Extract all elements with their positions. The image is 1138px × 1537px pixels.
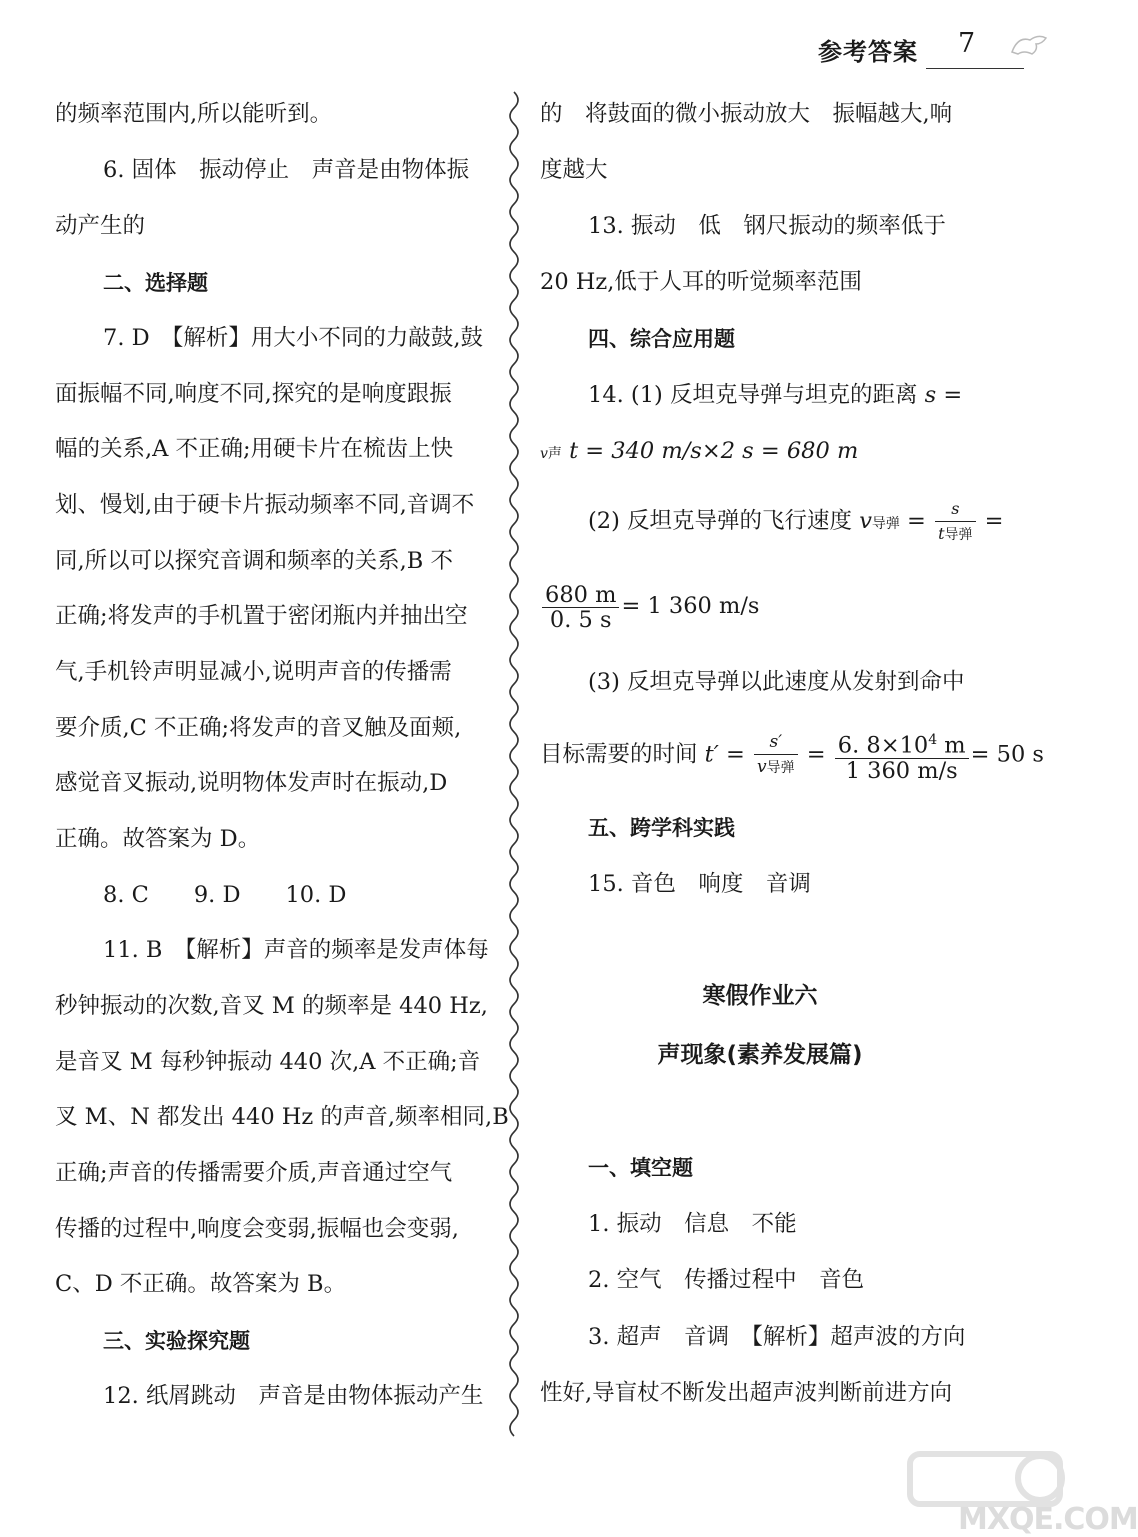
section-heading: 一、填空题 <box>588 1156 693 1180</box>
text-line: 气,手机铃声明显减小,说明声音的传播需 <box>55 659 452 685</box>
math-exponent: 4 <box>928 732 938 748</box>
formula-line <box>540 436 858 469</box>
math-subscript: 声 <box>547 446 562 462</box>
text-line: 度越大 <box>540 157 608 183</box>
header-rule <box>926 68 1024 69</box>
math-subscript: 导弹 <box>766 760 795 777</box>
page-number: 7 <box>958 28 976 59</box>
text-line: 是音叉 M 每秒钟振动 440 次,A 不正确;音 <box>55 1049 481 1075</box>
fraction <box>542 583 619 632</box>
text-line: 同,所以可以探究音调和频率的关系,B 不 <box>55 548 453 574</box>
section-title: 寒假作业六 <box>702 983 818 1009</box>
math-subscript: 导弹 <box>871 516 900 532</box>
text-line: 秒钟振动的次数,音叉 M 的频率是 440 Hz, <box>55 993 488 1019</box>
text-line: 15. 音色 响度 音调 <box>588 871 811 897</box>
math-var: s <box>924 382 937 408</box>
text-line: 的 将鼓面的微小振动放大 振幅越大,响 <box>540 101 953 127</box>
math-subscript: 导弹 <box>944 527 973 543</box>
text-line: 7. D 【解析】用大小不同的力敲鼓,鼓 <box>103 325 484 351</box>
fraction-denominator: 0. 5 s <box>549 606 612 633</box>
fraction <box>754 730 798 780</box>
fraction <box>835 728 969 783</box>
math-var: v <box>757 757 767 778</box>
text-line: 划、慢划,由于硬卡片振动频率不同,音调不 <box>55 492 475 518</box>
text-line: 2. 空气 传播过程中 音色 <box>588 1267 865 1293</box>
math-var: t <box>938 524 945 543</box>
math-var: v <box>859 508 872 534</box>
text-line: 幅的关系,A 不正确;用硬卡片在梳齿上快 <box>55 436 454 462</box>
section-heading: 五、跨学科实践 <box>588 816 735 840</box>
math-expression: t = 340 m/s×2 s = 680 m <box>569 438 859 464</box>
text-line: 正确;声音的传播需要介质,声音通过空气 <box>55 1160 453 1186</box>
text-line: 3. 超声 音调 【解析】超声波的方向 <box>588 1324 966 1350</box>
text-line: 20 Hz,低于人耳的听觉频率范围 <box>540 269 862 295</box>
text-line: 1. 振动 信息 不能 <box>588 1211 797 1237</box>
section-heading: 三、实验探究题 <box>103 1329 250 1353</box>
math-result: = 50 s <box>970 741 1044 768</box>
math-var: t′ <box>704 741 719 768</box>
header-ornament-icon <box>1008 30 1050 60</box>
fraction-denominator <box>935 522 975 547</box>
fraction-denominator: 1 360 m/s <box>845 757 958 784</box>
text-line: 12. 纸屑跳动 声音是由物体振动产生 <box>103 1383 484 1409</box>
math-mantissa: 6. 8×10 <box>837 732 929 759</box>
text-line: 14. (1) 反坦克导弹与坦克的距离 <box>588 382 918 408</box>
section-heading: 四、综合应用题 <box>588 327 735 351</box>
text-line: 动产生的 <box>55 213 146 239</box>
section-subtitle: 声现象(素养发展篇) <box>657 1042 863 1068</box>
header-title: 参考答案 <box>818 38 918 66</box>
math-unit: m <box>937 732 966 759</box>
fraction-denominator <box>754 755 798 780</box>
formula-line: 14. (1) 反坦克导弹与坦克的距离 s = <box>588 382 963 408</box>
text-line: 性好,导盲杖不断发出超声波判断前进方向 <box>540 1380 953 1406</box>
text-line: 的频率范围内,所以能听到。 <box>55 101 333 127</box>
fraction-numerator: s <box>935 497 975 522</box>
text-line: 叉 M、N 都发出 440 Hz 的声音,频率相同,B <box>55 1104 509 1130</box>
watermark-url: MXQE.COM <box>958 1502 1138 1537</box>
fraction-numerator <box>835 728 969 759</box>
text-line: 11. B 【解析】声音的频率是发声体每 <box>103 937 489 963</box>
math-result: = 1 360 m/s <box>621 593 760 619</box>
fraction-numerator: 680 m <box>542 583 619 608</box>
section-heading: 二、选择题 <box>103 271 208 295</box>
math-var: v <box>540 446 548 462</box>
text-line: (2) 反坦克导弹的飞行速度 <box>588 508 853 534</box>
text-line: C、D 不正确。故答案为 B。 <box>55 1271 347 1297</box>
text-line: 目标需要的时间 <box>540 741 698 768</box>
column-divider <box>503 92 525 1422</box>
text-line: 面振幅不同,响度不同,探究的是响度跟振 <box>55 381 452 407</box>
text-line: 感觉音叉振动,说明物体发声时在振动,D <box>55 770 448 796</box>
text-line: 6. 固体 振动停止 声音是由物体振 <box>103 157 470 183</box>
text-line: 正确。故答案为 D。 <box>55 826 261 852</box>
text-line: 传播的过程中,响度会变弱,振幅也会变弱, <box>55 1216 459 1242</box>
formula-line <box>540 582 759 632</box>
formula-line: (2) 反坦克导弹的飞行速度 v导弹 = $\frac{s}{\text{t导弹}}$ = <box>588 497 1004 548</box>
formula-line: 目标需要的时间 t′ = $\frac{s'}{\text{v导弹}}$ = $\frac{6. 8\times 10^4 m}{1 360 m/s}$ = 50 s <box>540 728 1044 783</box>
text-line: 8. C 9. D 10. D <box>103 882 347 908</box>
text-line: (3) 反坦克导弹以此速度从发射到命中 <box>588 669 965 695</box>
text-line: 13. 振动 低 钢尺振动的频率低于 <box>588 213 946 239</box>
fraction-numerator: s′ <box>754 730 798 755</box>
text-line: 正确;将发声的手机置于密闭瓶内并抽出空 <box>55 603 468 629</box>
fraction <box>935 497 975 547</box>
text-line: 要介质,C 不正确;将发声的音叉触及面颊, <box>55 715 462 741</box>
